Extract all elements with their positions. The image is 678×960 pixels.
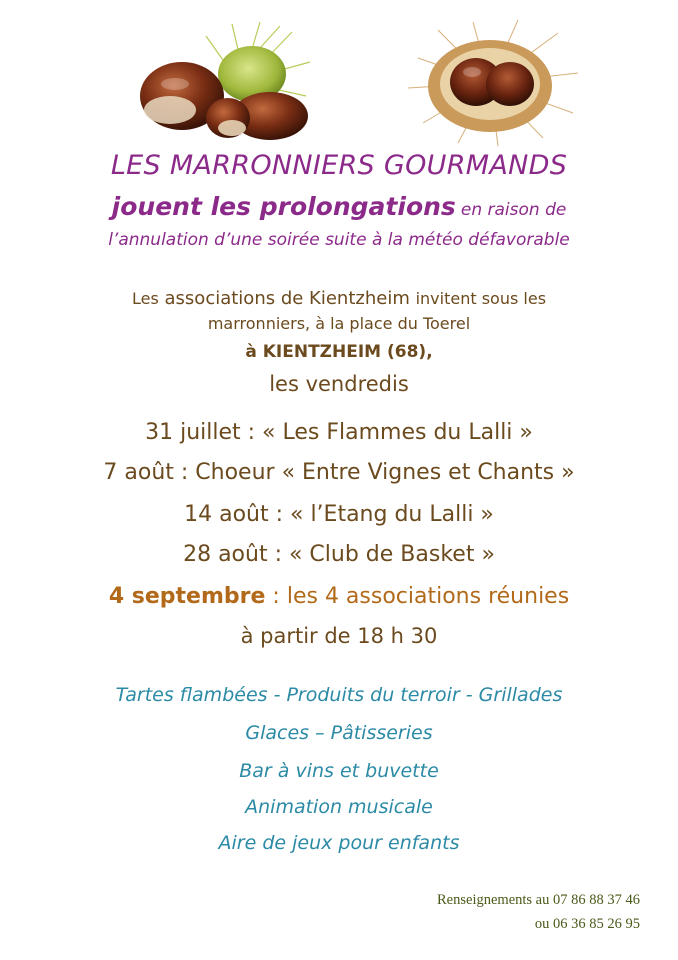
date-item: 31 juillet : « Les Flammes du Lalli » — [145, 420, 533, 445]
date-item: 28 août : « Club de Basket » — [183, 542, 495, 567]
event-location: à KIENTZHEIM (68), — [245, 342, 433, 362]
event-subtitle — [0, 192, 678, 221]
contact-phone-2: ou 06 36 85 26 95 — [534, 916, 640, 932]
final-date-item — [0, 584, 678, 609]
offer-item: Bar à vins et buvette — [239, 760, 439, 782]
cancellation-reason: l’annulation d’une soirée suite à la météo défavorable — [108, 230, 570, 250]
chestnut-burr-illustration — [398, 18, 583, 148]
invitation-invite: invitent sous les — [415, 289, 547, 308]
offer-item: Glaces – Pâtisseries — [245, 722, 433, 744]
invitation-line-1 — [0, 288, 678, 309]
offer-item: Aire de jeux pour enfants — [218, 832, 460, 854]
invitation-line-2: marronniers, à la place du Toerel — [207, 314, 471, 333]
subtitle-strong: jouent les prolongations — [111, 192, 456, 221]
date-item: 14 août : « l’Etang du Lalli » — [184, 502, 494, 527]
event-title: LES MARRONNIERS GOURMANDS — [110, 150, 568, 181]
final-date: 4 septembre — [108, 584, 266, 609]
subtitle-rest: en raison de — [460, 200, 567, 220]
offer-item: Animation musicale — [245, 796, 433, 818]
event-days: les vendredis — [269, 372, 409, 396]
start-time: à partir de 18 h 30 — [240, 624, 438, 648]
contact-phone-1: Renseignements au 07 86 88 37 46 — [437, 892, 640, 908]
final-date-text: : les 4 associations réunies — [265, 584, 570, 609]
chestnuts-illustration — [120, 18, 320, 143]
invitation-associations: associations de Kientzheim — [164, 288, 410, 309]
offer-item: Tartes flambées - Produits du terroir - Grillades — [115, 684, 563, 706]
invitation-word: Les — [131, 289, 159, 308]
date-item: 7 août : Choeur « Entre Vignes et Chants » — [103, 460, 575, 485]
